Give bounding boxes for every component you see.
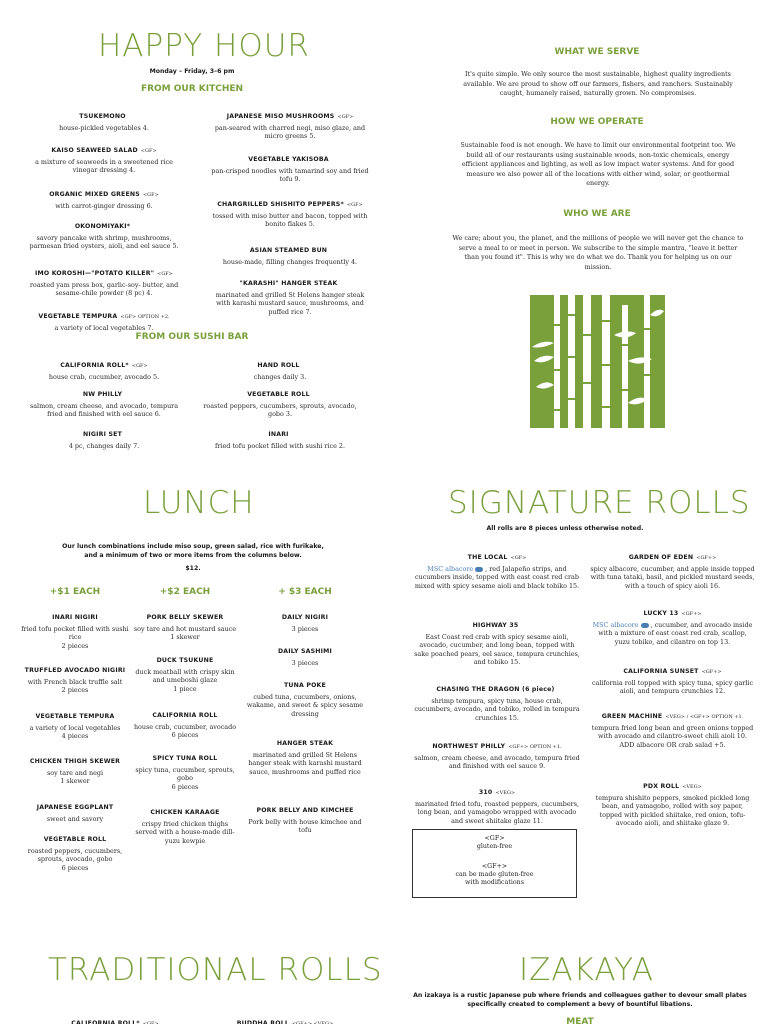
- item-name: CHASING THE DRAGON (6 piece): [436, 686, 555, 693]
- item-name: "KARASHI" HANGER STEAK: [239, 280, 338, 287]
- izakaya-title: IZAKAYA: [519, 952, 654, 988]
- izakaya-meat-heading: MEAT: [566, 1017, 594, 1024]
- item-description: changes daily 3.: [253, 373, 307, 381]
- item-name: VEGETABLE YAKISOBA: [248, 156, 329, 163]
- item-tag: <GF>: [142, 1021, 159, 1024]
- item-name: NORTHWEST PHILLY: [432, 743, 506, 750]
- menu-item: [22, 260, 186, 298]
- item-description: , cucumber, and avocado inside with a mixture of east coast red crab, scallop, yuzu tobiko, and cilantro on top 13.: [598, 621, 753, 646]
- item-name: CALIFORNIA ROLL: [152, 712, 218, 719]
- menu-item: [22, 213, 186, 251]
- menu-item: [130, 702, 240, 740]
- menu-item: [130, 799, 240, 845]
- item-description: house-pickled vegetables 4.: [59, 124, 149, 132]
- msc-fish-icon: [475, 567, 483, 572]
- item-tag: <GF+> <VEG>: [291, 1021, 334, 1024]
- item-description: roasted yam press box, garlic-soy- butter, and sesame-chile powder (8 pc) 4.: [29, 281, 179, 298]
- item-description: tossed with miso butter and bacon, topped with bonito flakes 5.: [212, 212, 368, 229]
- menu-item: [412, 779, 582, 825]
- signature-rolls-title: SIGNATURE ROLLS: [448, 485, 751, 521]
- item-description: shrimp tempura, spicy tuna, house crab, cucumbers, avocado, and tobiko, rolled in tempura crunchies 15.: [414, 697, 580, 722]
- key-gfplus-text: can be made gluten-free with modifications: [455, 871, 534, 886]
- menu-item: [246, 672, 364, 718]
- item-name: PDX ROLL: [643, 783, 680, 790]
- item-tag: <VEG> / <GF+> OPTION +1.: [665, 714, 744, 720]
- item-description: with French black truffle salt: [27, 678, 123, 686]
- item-description: house crab, cucumber, avocado: [133, 723, 237, 731]
- what-we-serve-text: It's quite simple. We only source the most sustainable, highest quality ingredients available. We are proud to show off our farmers, fishers, and ranchers. Sustainably caught, humanely raised, naturally grown. No compromises.: [463, 70, 733, 98]
- menu-item: [590, 658, 755, 696]
- item-name: TRUFFLED AVOCADO NIGIRI: [24, 667, 126, 674]
- how-we-operate-heading: HOW WE OPERATE: [550, 117, 644, 127]
- item-name: DAILY NIGIRI: [281, 614, 329, 621]
- item-tag: <GF>: [140, 148, 157, 154]
- item-description: a mixture of seaweeds in a sweetened rice vinegar dressing 4.: [35, 158, 173, 175]
- item-description: cubed tuna, cucumbers, onions, wakame, and sweet & spicy sesame dressing: [246, 693, 364, 718]
- item-quantity: 2 pieces: [61, 641, 89, 650]
- item-tag: <GF>: [142, 192, 159, 198]
- item-description: soy tare and hot mustard sauce: [133, 625, 237, 633]
- menu-item: [198, 352, 362, 381]
- item-tag: <VEG>: [495, 790, 516, 796]
- item-tag: <GF>: [131, 363, 148, 369]
- item-quantity: 4 pieces: [61, 732, 89, 741]
- item-name: DUCK TSUKUNE: [156, 657, 214, 664]
- item-description: marinated and grilled St Helens hanger steak with karashi mustard sauce, mushrooms, and puffed rice 7.: [215, 291, 365, 316]
- menu-item: [20, 657, 130, 695]
- sushi-heading: FROM OUR SUSHI BAR: [135, 332, 249, 342]
- key-gfplus-tag: <GF+>: [481, 863, 508, 870]
- menu-item: [208, 146, 372, 184]
- item-name: KAISO SEAWEED SALAD: [51, 147, 138, 154]
- item-description: duck meatball with crispy skin and umeboshi glaze: [135, 668, 235, 685]
- item-quantity: 3 pieces: [291, 659, 319, 667]
- item-quantity: 1 skewer: [170, 633, 200, 642]
- menu-item: [208, 191, 372, 229]
- menu-item: [20, 748, 130, 786]
- item-description: , red Jalapeño strips, and cucumbers inside, topped with east coast red crab mixed with spicy sesame aioli and black tobiko 15.: [414, 565, 580, 590]
- key-gf-text: gluten-free: [476, 843, 513, 850]
- item-description: salmon, cream cheese, and avocado, tempura fried and finished with eel sauce 6.: [29, 402, 179, 419]
- item-description: spicy albacore, cucumber, and apple inside topped with tuna tataki, basil, and pickled mustard seeds, with a touch of spicy aioli 16.: [590, 565, 755, 590]
- lunch-intro: Our lunch combinations include miso soup, green salad, rice with furikake, and a minimum of two or more items from the columns below.: [62, 543, 324, 559]
- menu-item: [22, 137, 186, 175]
- item-name: VEGETABLE ROLL: [247, 391, 310, 398]
- msc-fish-icon: [641, 623, 649, 628]
- menu-item: [412, 733, 582, 771]
- lunch-col3-heading: + $3 EACH: [278, 587, 332, 597]
- item-name: HANGER STEAK: [276, 740, 334, 747]
- item-name: GARDEN OF EDEN: [628, 554, 694, 561]
- menu-item: [20, 703, 130, 741]
- item-name: SPICY TUNA ROLL: [152, 755, 218, 762]
- menu-item: [130, 604, 240, 642]
- item-name: CHICKEN KARAAGE: [150, 809, 220, 816]
- menu-item: [22, 303, 186, 332]
- menu-item: [246, 797, 364, 835]
- menu-item: [20, 604, 130, 650]
- traditional-item-california: [40, 1010, 190, 1024]
- item-description: fried tofu pocket filled with sushi rice: [21, 625, 129, 642]
- item-description: fried tofu pocket filled with sushi rice 2.: [214, 442, 345, 450]
- item-name: DAILY SASHIMI: [277, 648, 333, 655]
- item-name: ASIAN STEAMED BUN: [249, 247, 328, 254]
- traditional-item-buddha: [210, 1010, 360, 1024]
- item-name: INARI NIGIRI: [52, 614, 98, 621]
- menu-item: [22, 421, 186, 450]
- menu-item: [246, 730, 364, 776]
- item-name: LUCKY 13: [643, 610, 679, 617]
- item-tag: <GF>: [157, 271, 173, 277]
- item-tag: <VEG>: [682, 784, 702, 790]
- menu-item: [412, 612, 582, 667]
- lunch-price: $12.: [185, 565, 201, 572]
- item-description: Pork belly with house kimchee and tofu: [248, 818, 362, 835]
- bamboo-illustration: [530, 295, 665, 428]
- key-gf-tag: <GF>: [484, 835, 505, 842]
- menu-item: [130, 647, 240, 693]
- menu-item: [22, 381, 186, 419]
- item-name: VEGETABLE TEMPURA: [35, 713, 115, 720]
- how-we-operate-text: Sustainable food is not enough. We have to limit our environmental footprint too. We build all of our restaurants using sustainable woods, non-toxic chemicals, energy efficient appliances and lighting, as well as low impact water systems. And for good measure we also power all of the locations with either wind, solar, or geothermal energy.: [460, 141, 736, 188]
- item-tag: <GF+>: [701, 669, 722, 675]
- item-quantity: 6 pieces: [171, 782, 199, 791]
- menu-item: [20, 826, 130, 872]
- item-name: 310: [478, 789, 493, 796]
- menu-item: [412, 544, 582, 590]
- item-tag: <GF>: [337, 114, 354, 120]
- item-description: 4 pc, changes daily 7.: [68, 442, 140, 450]
- menu-item: [130, 745, 240, 791]
- item-tag: <GF+> OPTION +1.: [508, 744, 562, 750]
- item-description: california roll topped with spicy tuna, spicy garlic aioli, and tempura crunchies 12.: [591, 679, 754, 696]
- item-description: salmon, cream cheese, and avocado, tempura fried and finished with eel sauce 9.: [414, 754, 580, 771]
- item-name: NW PHILLY: [82, 391, 123, 398]
- item-description: roasted peppers, cucumbers, sprouts, avocado, gobo: [27, 847, 123, 864]
- lunch-col2-heading: +$2 EACH: [159, 587, 211, 597]
- item-description: East Coast red crab with spicy sesame aioli, avocado, cucumber, and long bean, topped with sake poached pears, eel sauce, tempura crunchies, and tobiko 15.: [414, 633, 580, 667]
- item-tag: <GF>: [510, 555, 527, 561]
- menu-item: [246, 638, 364, 667]
- item-name: GREEN MACHINE: [601, 713, 663, 720]
- who-we-are-text: We care; about you, the planet, and the millions of people we will never get the chance to serve a meal to or meet in person. We subscribe to the simple mantra, "leave it better than you found it". This is why we do what we do. Thank you for helping us on our mission.: [452, 234, 744, 271]
- item-description: house-made, filling changes frequently 4.: [222, 258, 358, 266]
- item-name: HAND ROLL: [257, 362, 300, 369]
- menu-item: [22, 352, 186, 381]
- item-name: IMO KOROSHI—"POTATO KILLER": [35, 270, 155, 277]
- item-name: VEGETABLE TEMPURA: [38, 313, 118, 320]
- menu-item: [22, 181, 186, 210]
- item-description: with carrot-ginger dressing 6.: [55, 202, 153, 210]
- item-name: INARI: [268, 431, 289, 438]
- item-name: HIGHWAY 35: [472, 622, 519, 629]
- item-name: CHICKEN THIGH SKEWER: [29, 758, 121, 765]
- menu-item: [590, 773, 755, 828]
- menu-item: [198, 421, 362, 450]
- menu-item: [412, 676, 582, 722]
- who-we-are-heading: WHO WE ARE: [563, 209, 631, 219]
- item-description: a variety of local vegetables: [29, 724, 121, 732]
- what-we-serve-heading: WHAT WE SERVE: [554, 47, 640, 57]
- dietary-key: [412, 829, 577, 898]
- traditional-rolls-title: TRADITIONAL ROLLS: [48, 952, 383, 988]
- item-description: house crab, cucumber, avocado 5.: [48, 373, 160, 381]
- item-tag: <GF>: [346, 202, 363, 208]
- lunch-title: LUNCH: [143, 485, 255, 521]
- item-name: CHARGRILLED SHISHITO PEPPERS*: [217, 201, 344, 208]
- item-description: pan-seared with charred negi, miso glaze, and micro greens 5.: [214, 124, 366, 141]
- item-description: tempura fried long bean and green onions topped with avocado and cilantro-sweet chili aioli 10. ADD albacore OR crab salad +5.: [591, 724, 754, 749]
- item-name: TSUKEMONO: [79, 113, 126, 120]
- item-description: marinated fried tofu, roasted peppers, cucumbers, long bean, and yamagobo wrapped with avocado and sweet shiitake glaze 11.: [414, 800, 580, 825]
- item-name: PORK BELLY SKEWER: [146, 614, 224, 621]
- happy-hour-schedule: Monday – Friday, 3–6 pm: [149, 68, 235, 75]
- item-name: NIGIRI SET: [83, 431, 122, 438]
- item-quantity: 1 skewer: [60, 777, 90, 786]
- menu-item: [22, 103, 186, 132]
- item-quantity: 6 pieces: [171, 731, 199, 740]
- item-description: spicy tuna, cucumber, sprouts, gobo: [135, 766, 235, 783]
- lunch-col1-heading: +$1 EACH: [49, 587, 101, 597]
- item-quantity: 6 pieces: [61, 863, 89, 872]
- item-name: TUNA POKE: [284, 682, 326, 689]
- menu-item: [246, 604, 364, 633]
- item-tag: <GF+>: [681, 611, 702, 617]
- item-name: JAPANESE EGGPLANT: [36, 804, 114, 811]
- menu-item: [590, 703, 755, 749]
- item-description: marinated and grilled St Helens hanger steak with karashi mustard sauce, mushrooms and puffed rice: [248, 751, 362, 776]
- item-name: JAPANESE MISO MUSHROOMS: [226, 113, 335, 120]
- item-name: VEGETABLE ROLL: [43, 836, 107, 843]
- item-description: sweet and savory: [46, 815, 104, 823]
- item-description: soy tare and negi: [46, 769, 104, 777]
- item-quantity: 3 pieces: [291, 625, 319, 633]
- msc-albacore-label: MSC albacore: [427, 565, 474, 573]
- item-quantity: 2 pieces: [61, 686, 89, 695]
- item-name: CALIFORNIA SUNSET: [623, 668, 699, 675]
- menu-item: [208, 237, 372, 266]
- item-name: PORK BELLY AND KIMCHEE: [256, 807, 354, 814]
- happy-hour-title: HAPPY HOUR: [98, 28, 310, 64]
- kitchen-heading: FROM OUR KITCHEN: [140, 84, 244, 94]
- menu-item: [208, 270, 372, 316]
- item-name: BUDDHA ROLL: [236, 1020, 289, 1024]
- item-description: crispy fried chicken thighs served with a house-made dill-yuzu kewpie: [135, 820, 235, 845]
- item-name: CALIFORNIA ROLL*: [71, 1020, 140, 1024]
- menu-item: [198, 381, 362, 419]
- item-name: CALIFORNIA ROLL*: [60, 362, 129, 369]
- menu-item: [208, 103, 372, 141]
- menu-item: [590, 544, 755, 590]
- item-description: roasted peppers, cucumbers, sprouts, avocado, gobo 3.: [203, 402, 357, 419]
- item-tag: <GF+>: [696, 555, 717, 561]
- izakaya-intro: An izakaya is a rustic Japanese pub where friends and colleagues gather to devour small plates specifically created to complement a bevy of bountiful libations.: [413, 992, 747, 1008]
- msc-albacore-label: MSC albacore: [592, 621, 639, 629]
- signature-note: All rolls are 8 pieces unless otherwise noted.: [486, 525, 644, 532]
- item-description: pan-crisped noodles with tamarind soy and fried tofu 9.: [211, 167, 369, 184]
- item-name: ORGANIC MIXED GREENS: [49, 191, 140, 198]
- item-description: a variety of local vegetables 7.: [54, 324, 154, 332]
- item-quantity: 1 piece: [173, 684, 197, 693]
- menu-item: [590, 600, 755, 646]
- item-name: THE LOCAL: [467, 554, 508, 561]
- menu-item: [20, 794, 130, 823]
- item-description: tempura shishito peppers, smoked pickled long bean, and yamagobo, rolled with soy paper, topped with pickled shiitake, red onion, tofu-avocado aioli, and shiitake glaze 9.: [595, 794, 750, 828]
- item-description: savory pancake with shrimp, mushrooms, parmesan fried oysters, aioli, and eel sauce 5.: [29, 234, 179, 251]
- item-name: OKONOMIYAKI*: [74, 223, 131, 230]
- item-tag: <GF> OPTION +2.: [120, 314, 170, 320]
